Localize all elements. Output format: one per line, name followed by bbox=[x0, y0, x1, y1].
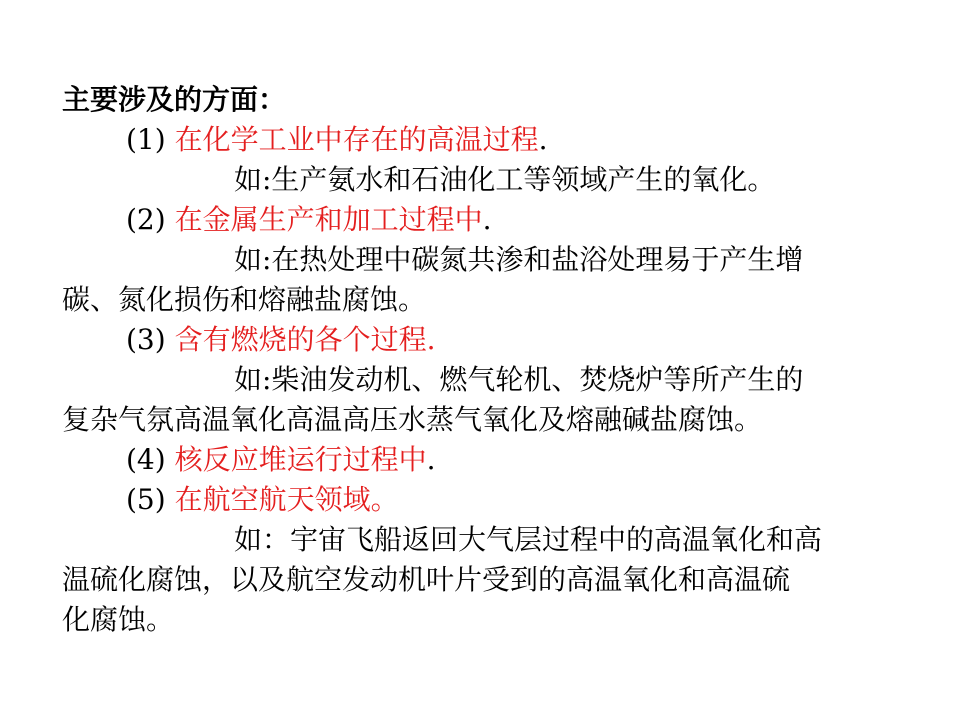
item-2-title: 在金属生产和加工过程中 bbox=[174, 203, 483, 236]
heading: 主要涉及的方面： bbox=[62, 83, 287, 116]
item-4-title-line bbox=[62, 440, 912, 480]
item-5-example-line-1: 如：宇宙飞船返回大气层过程中的高温氧化和高 bbox=[234, 523, 823, 556]
item-1-title-suffix: . bbox=[538, 123, 548, 156]
item-2-title-line bbox=[62, 200, 912, 240]
item-3-title-line bbox=[62, 320, 912, 360]
item-3-example-line-2: 复杂气氛高温氧化高温高压水蒸气氧化及熔融碱盐腐蚀。 bbox=[62, 403, 763, 436]
item-1-example-line-1: 如:生产氨水和石油化工等领域产生的氧化。 bbox=[234, 163, 776, 196]
item-5-example-line-3: 化腐蚀。 bbox=[62, 603, 175, 636]
item-2-example-line-2: 碳、氮化损伤和熔融盐腐蚀。 bbox=[62, 283, 427, 316]
item-3-example-line-1: 如:柴油发动机、燃气轮机、焚烧炉等所产生的 bbox=[234, 363, 804, 396]
item-5-title-line bbox=[62, 480, 912, 520]
item-2-example-line-1: 如:在热处理中碳氮共渗和盐浴处理易于产生增 bbox=[234, 243, 804, 276]
item-1-number: (1) bbox=[126, 123, 166, 156]
item-5-number: (5) bbox=[126, 483, 166, 516]
item-4-title-suffix: . bbox=[426, 443, 436, 476]
item-1-title: 在化学工业中存在的高温过程 bbox=[174, 123, 539, 156]
item-5-example-line-2: 温硫化腐蚀，以及航空发动机叶片受到的高温氧化和高温硫 bbox=[62, 563, 791, 596]
item-5-title: 在航空航天领域。 bbox=[174, 483, 399, 516]
item-3-title: 含有燃烧的各个过程. bbox=[174, 323, 436, 356]
item-3-number: (3) bbox=[126, 323, 166, 356]
item-1-title-line bbox=[62, 120, 912, 160]
item-2-title-suffix: . bbox=[482, 203, 492, 236]
item-4-number: (4) bbox=[126, 443, 166, 476]
item-4-title: 核反应堆运行过程中 bbox=[174, 443, 427, 476]
slide-content bbox=[62, 80, 912, 640]
item-2-number: (2) bbox=[126, 203, 166, 236]
